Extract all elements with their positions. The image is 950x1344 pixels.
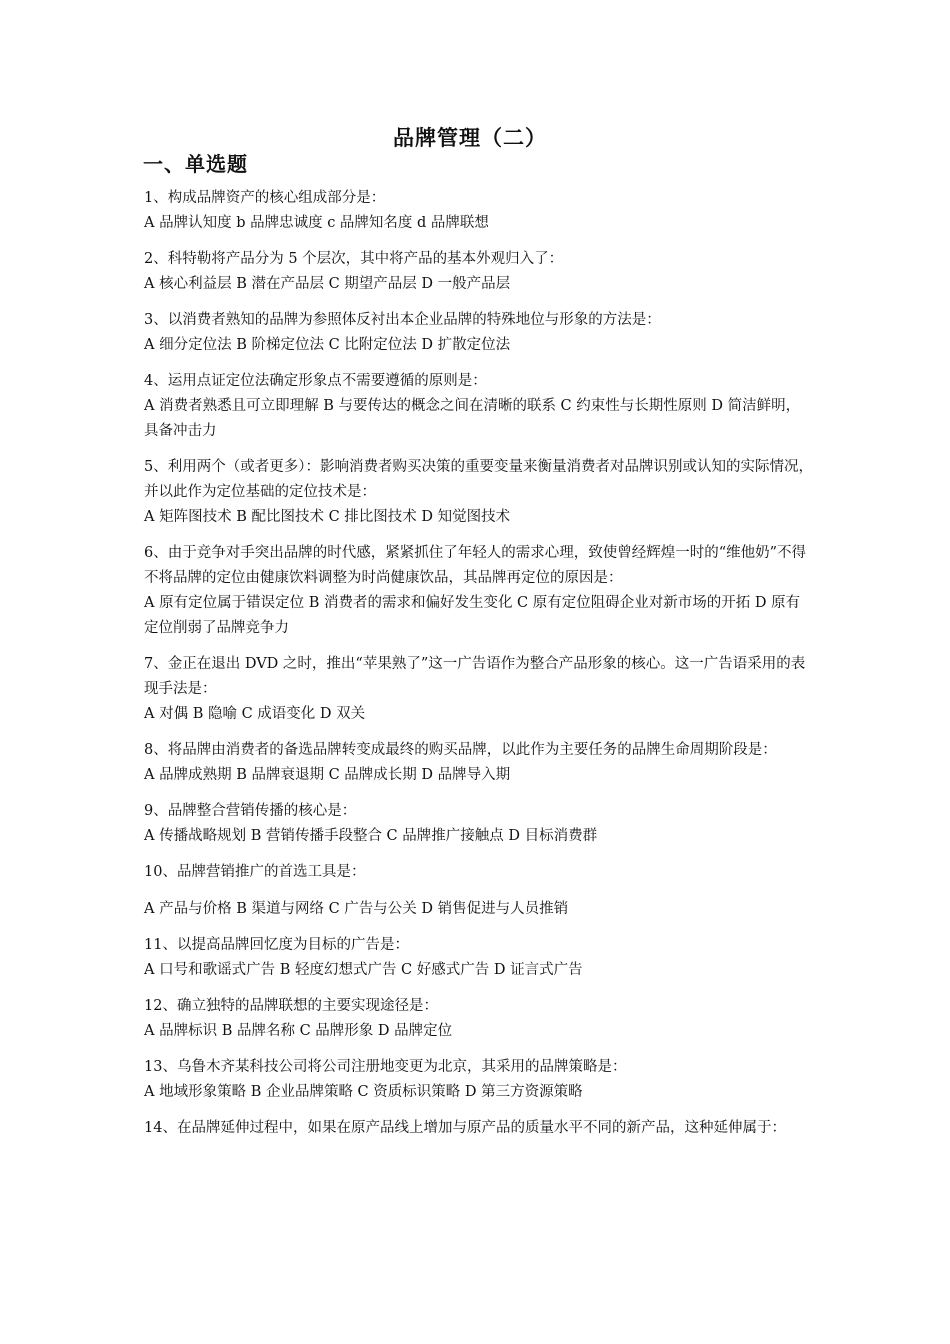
question-item <box>144 933 814 983</box>
question-item <box>144 652 814 727</box>
question-stem: 13、乌鲁木齐某科技公司将公司注册地变更为北京，其采用的品牌策略是： <box>144 1059 627 1075</box>
question-stem: 5、利用两个（或者更多）：影响消费者购买决策的重要变量来衡量消费者对品牌识别或认知的实际情况，并以此作为定位基础的定位技术是： <box>144 459 813 500</box>
question-options: A 消费者熟悉且可立即理解 B 与要传达的概念之间在清晰的联系 C 约束性与长期性原则 D 简洁鲜明，具备冲击力 <box>144 398 801 439</box>
question-options: A 地域形象策略 B 企业品牌策略 C 资质标识策略 D 第三方资源策略 <box>144 1084 583 1100</box>
question-item <box>144 541 814 641</box>
question-item <box>144 738 814 788</box>
question-options: A 品牌成熟期 B 品牌衰退期 C 品牌成长期 D 品牌导入期 <box>144 767 511 783</box>
question-stem: 6、由于竞争对手突出品牌的时代感，紧紧抓住了年轻人的需求心理，致使曾经辉煌一时的“维他奶”不得不将品牌的定位由健康饮料调整为时尚健康饮品，其品牌再定位的原因是： <box>144 545 807 586</box>
question-options: A 传播战略规划 B 营销传播手段整合 C 品牌推广接触点 D 目标消费群 <box>144 828 598 844</box>
question-stem: 9、品牌整合营销传播的核心是： <box>144 803 357 819</box>
question-item <box>144 994 814 1044</box>
question-item <box>144 455 814 530</box>
question-stem: 1、构成品牌资产的核心组成部分是： <box>144 190 386 206</box>
question-options: A 口号和歌谣式广告 B 轻度幻想式广告 C 好感式广告 D 证言式广告 <box>144 962 583 978</box>
page-title: 品牌管理（二） <box>393 126 547 150</box>
question-options: A 核心利益层 B 潜在产品层 C 期望产品层 D 一般产品层 <box>144 276 511 292</box>
question-item <box>144 369 814 444</box>
question-item <box>144 186 814 236</box>
question-item <box>144 1116 814 1141</box>
question-options: A 品牌标识 B 品牌名称 C 品牌形象 D 品牌定位 <box>144 1023 453 1039</box>
question-item <box>144 308 814 358</box>
question-stem: 11、以提高品牌回忆度为目标的广告是： <box>144 937 409 953</box>
question-stem: 2、科特勒将产品分为 5 个层次，其中将产品的基本外观归入了： <box>144 251 564 267</box>
question-item <box>144 247 814 297</box>
question-stem: 4、运用点证定位法确定形象点不需要遵循的原则是： <box>144 373 487 389</box>
question-item <box>144 799 814 849</box>
spacer <box>144 885 814 897</box>
question-options: A 产品与价格 B 渠道与网络 C 广告与公关 D 销售促进与人员推销 <box>144 901 569 917</box>
question-stem: 7、金正在退出 DVD 之时，推出“苹果熟了”这一广告语作为整合产品形象的核心。这一广告语采用的表现手法是： <box>144 656 806 697</box>
question-item <box>144 1055 814 1105</box>
question-item <box>144 860 814 922</box>
question-list <box>144 186 814 1152</box>
question-options: A 品牌认知度 b 品牌忠诚度 c 品牌知名度 d 品牌联想 <box>144 215 489 231</box>
question-options: A 对偶 B 隐喻 C 成语变化 D 双关 <box>144 706 366 722</box>
question-stem: 8、将品牌由消费者的备选品牌转变成最终的购买品牌，以此作为主要任务的品牌生命周期阶段是： <box>144 742 777 758</box>
question-stem: 14、在品牌延伸过程中，如果在原产品线上增加与原产品的质量水平不同的新产品，这种延伸属于： <box>144 1120 786 1136</box>
question-stem: 12、确立独特的品牌联想的主要实现途径是： <box>144 998 438 1014</box>
question-options: A 矩阵图技术 B 配比图技术 C 排比图技术 D 知觉图技术 <box>144 509 511 525</box>
question-options: A 细分定位法 B 阶梯定位法 C 比附定位法 D 扩散定位法 <box>144 337 511 353</box>
question-stem: 3、以消费者熟知的品牌为参照体反衬出本企业品牌的特殊地位与形象的方法是： <box>144 312 661 328</box>
question-stem: 10、品牌营销推广的首选工具是： <box>144 864 366 880</box>
question-options: A 原有定位属于错误定位 B 消费者的需求和偏好发生变化 C 原有定位阻碍企业对新市场的开拓 D 原有定位削弱了品牌竞争力 <box>144 595 801 636</box>
section-heading: 一、单选题 <box>143 152 248 176</box>
